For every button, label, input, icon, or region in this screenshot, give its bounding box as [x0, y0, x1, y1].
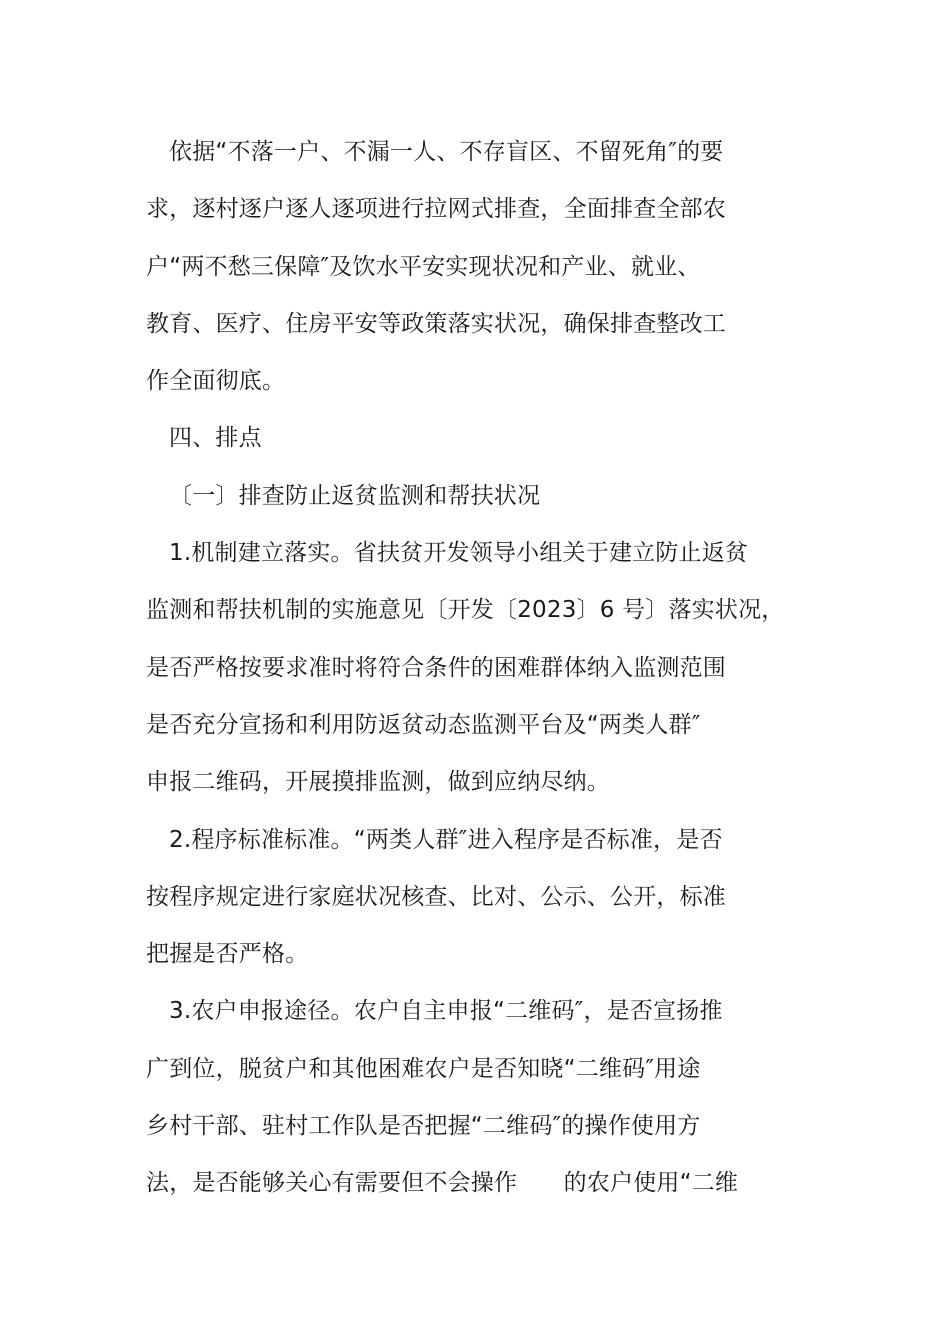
paragraph-line: 广到位，脱贫户和其他困难农户是否知晓“二维码″用途 [146, 1055, 701, 1082]
paragraph-line: 2.程序标准标准。“两类人群″进入程序是否标准，是否 [169, 826, 723, 853]
section-heading: 四、排点 [169, 425, 262, 452]
paragraph-line: 乡村干部、驻村工作队是否把握“二维码″的操作使用方 [146, 1113, 701, 1140]
document-body [146, 124, 826, 1213]
subsection-heading: 〔一〕排查防止返贫监测和帮扶状况 [169, 482, 541, 509]
paragraph-line: 法，是否能够关心有需要但不会操作 的农户使用“二维 [146, 1170, 739, 1197]
paragraph-line: 监测和帮扶机制的实施意见〔开发〔2023〕6 号〕落实状况， [146, 597, 785, 624]
paragraph-line: 1.机制建立落实。省扶贫开发领导小组关于建立防止返贫 [169, 540, 749, 567]
paragraph-line: 申报二维码，开展摸排监测，做到应纳尽纳。 [146, 769, 610, 796]
paragraph-line: 户“两不愁三保障″及饮水平安实现状况和产业、就业、 [146, 253, 701, 280]
paragraph-line: 作全面彻底。 [146, 368, 286, 395]
paragraph-line: 依据“不落一户、不漏一人、不存盲区、不留死角″的要 [169, 139, 724, 165]
paragraph-line: 教育、医疗、住房平安等政策落实状况，确保排查整改工 [146, 310, 726, 337]
paragraph-line: 求，逐村逐户逐人逐项进行拉网式排查，全面排查全部农 [146, 196, 726, 223]
paragraph-line: 是否充分宣扬和利用防返贫动态监测平台及“两类人群″ [146, 711, 701, 738]
paragraph-line: 是否严格按要求准时将符合条件的困难群体纳入监测范围 [146, 654, 726, 681]
paragraph-line: 把握是否严格。 [146, 941, 309, 968]
paragraph-line: 按程序规定进行家庭状况核查、比对、公示、公开，标准 [146, 883, 726, 910]
paragraph-line: 3.农户申报途径。农户自主申报“二维码″，是否宣扬推 [169, 998, 723, 1025]
